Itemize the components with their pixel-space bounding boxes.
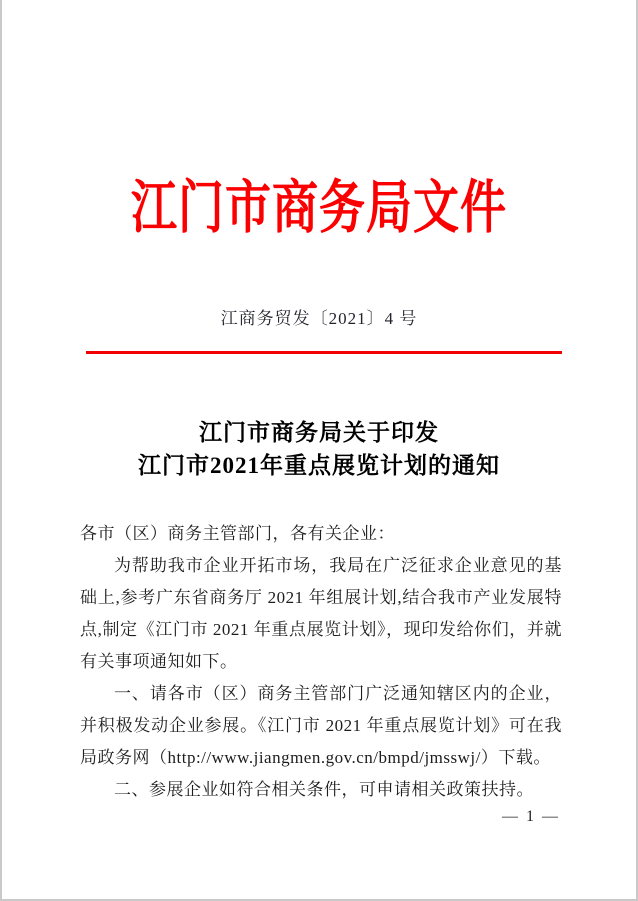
agency-header-title: 江门市商务局文件 [131,175,507,240]
document-title-line2: 江门市2021年重点展览计划的通知 [138,453,500,478]
body-paragraph: 二、参展企业如符合相关条件，可申请相关政策扶持。 [114,780,534,799]
document-number: 江商务贸发〔2021〕4 号 [220,309,418,328]
document-title-line1: 江门市商务局关于印发 [199,420,439,445]
body-paragraph: 一、请各市（区）商务主管部门广泛通知辖区内的企业，并积极发动企业参展。《江门市 2021 年重点展览计划》可在我局政务网（http://www.jiangmen.gov.cn/bmpd/jmsswj/）下载。 [80,684,562,767]
body-paragraph: 为帮助我市企业开拓市场，我局在广泛征求企业意见的基础上,参考广东省商务厅 2021 年组展计划,结合我市产业发展特点,制定《江门市 2021 年重点展览计划》，现印发给你们，并就有关事项通知如下。 [80,556,562,671]
page-number: — 1 — [502,808,560,825]
document-body [2,518,636,806]
salutation-line: 各市（区）商务主管部门，各有关企业： [80,524,395,543]
red-divider-line [86,351,562,354]
document-title [2,416,636,482]
